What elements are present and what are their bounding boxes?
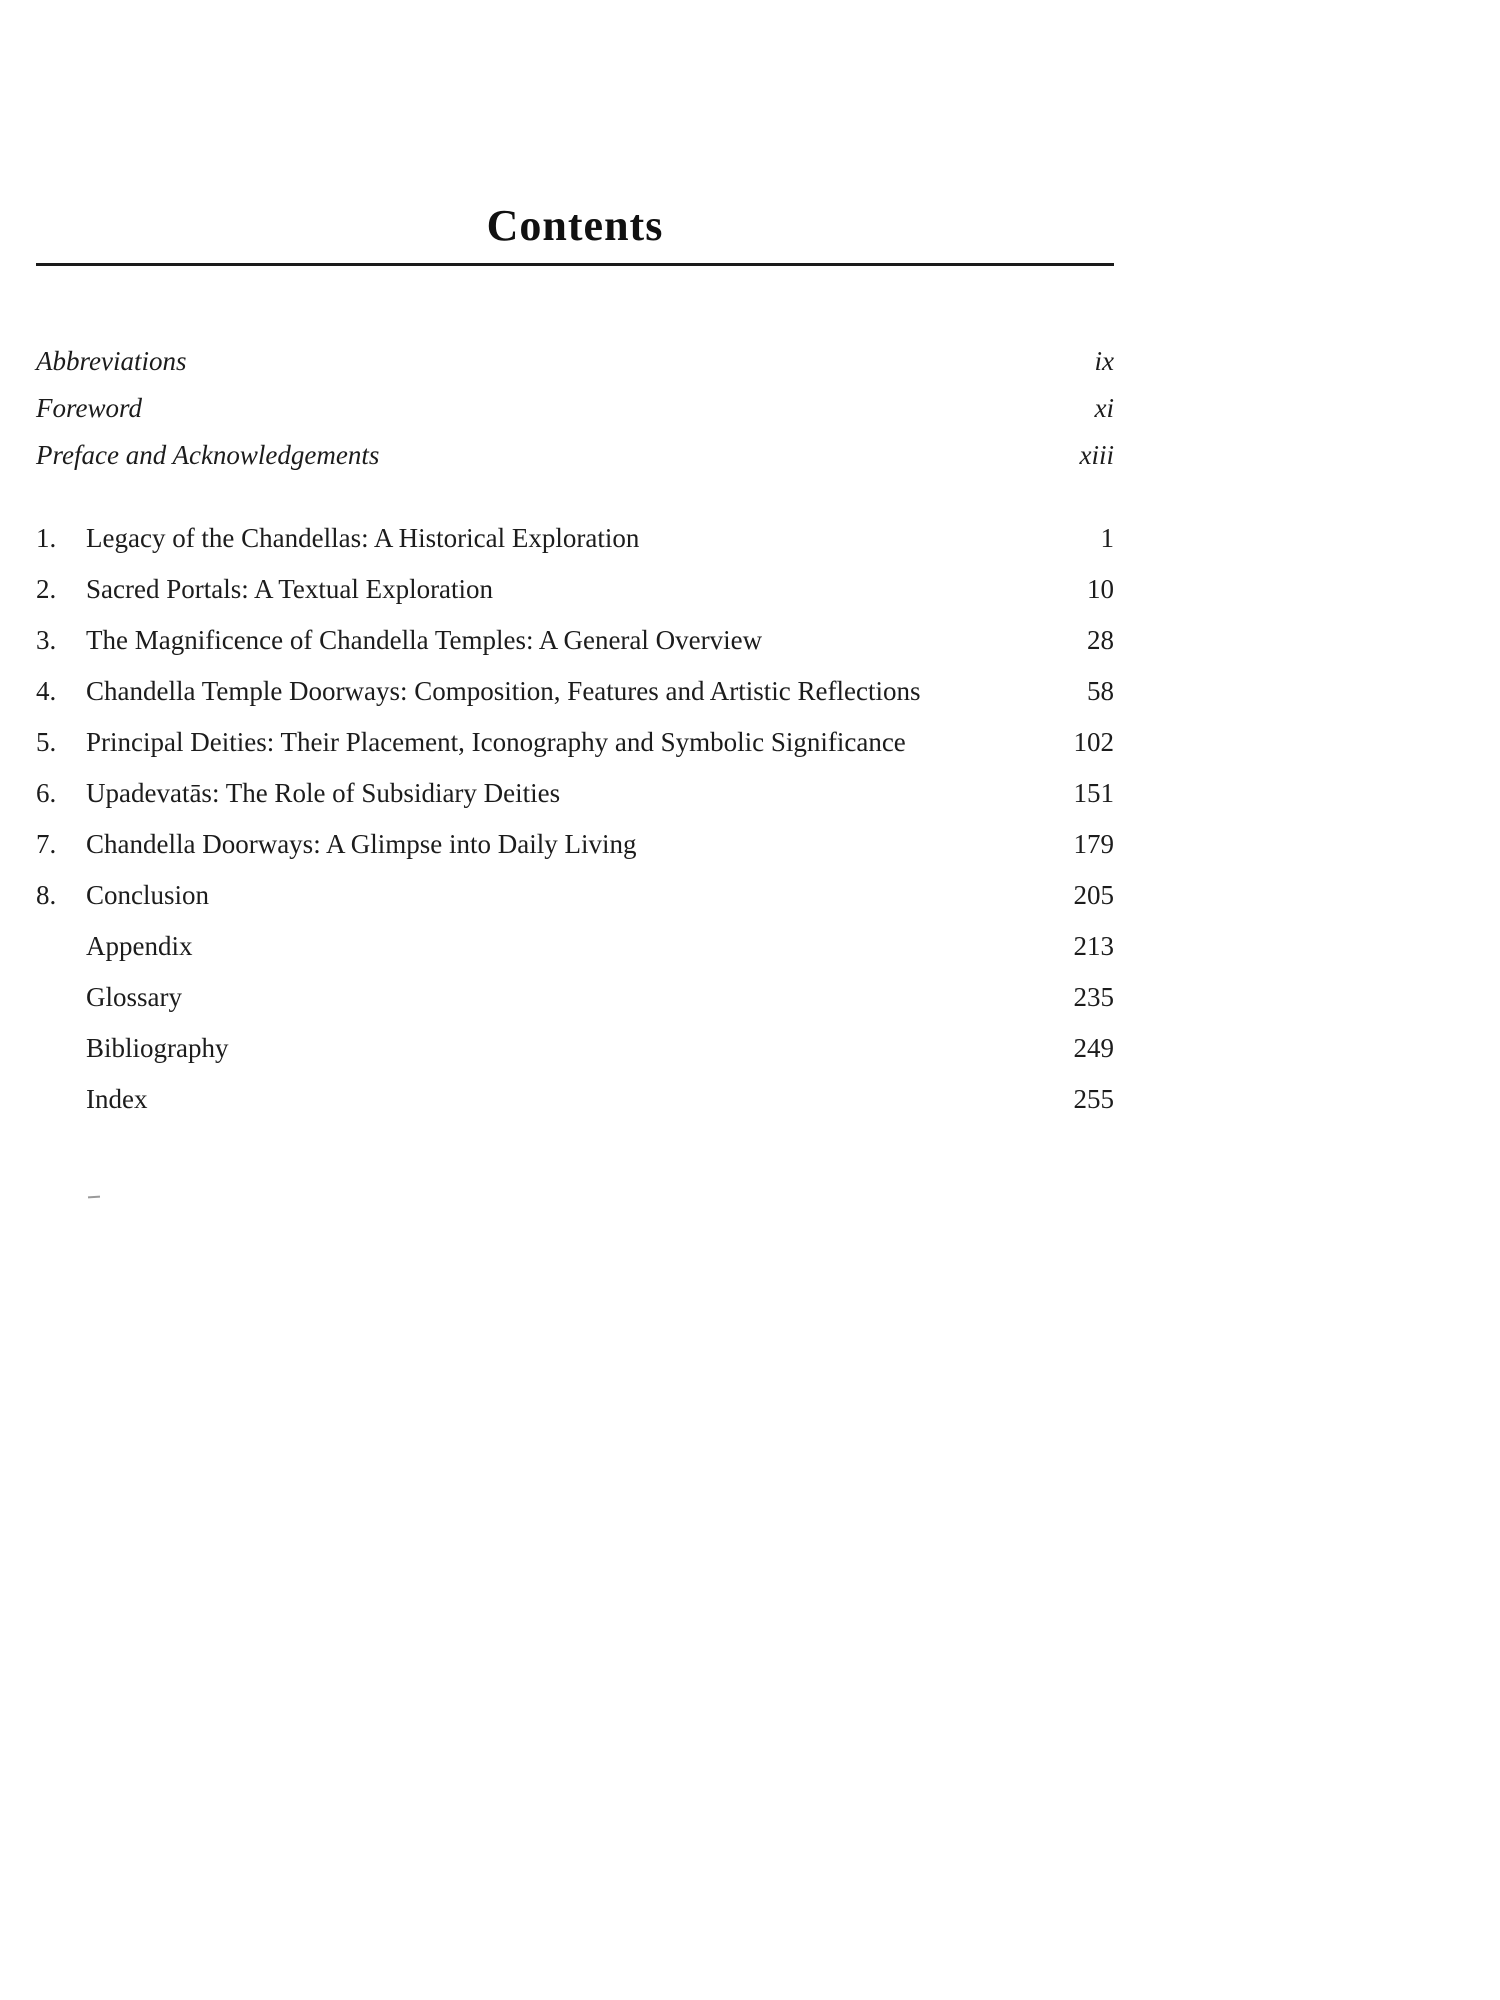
page-number: 28 xyxy=(1087,625,1114,655)
chapter-list xyxy=(36,525,1114,1113)
page-number: 249 xyxy=(1073,1033,1114,1063)
page-number: 151 xyxy=(1073,778,1114,808)
back-matter-label: Glossary xyxy=(86,982,182,1012)
page-number: 255 xyxy=(1073,1084,1114,1114)
chapter-number: 6. xyxy=(36,778,57,808)
chapter-title: Conclusion xyxy=(86,880,210,910)
chapter-number: 7. xyxy=(36,829,57,859)
front-matter-row xyxy=(36,348,1114,375)
page-number: 213 xyxy=(1073,931,1114,961)
chapter-title: Upadevatās: The Role of Subsidiary Deities xyxy=(86,778,561,808)
front-matter-label: Foreword xyxy=(36,393,142,423)
chapter-row xyxy=(36,729,1114,756)
chapter-title: Sacred Portals: A Textual Exploration xyxy=(86,574,494,604)
toc-body xyxy=(36,348,1114,1113)
chapter-row xyxy=(36,882,1114,909)
chapter-number: 8. xyxy=(36,880,57,910)
chapter-row xyxy=(36,831,1114,858)
chapter-row xyxy=(36,576,1114,603)
chapter-row xyxy=(36,780,1114,807)
chapter-number: 1. xyxy=(36,523,57,553)
chapter-row xyxy=(36,627,1114,654)
chapter-title: Chandella Temple Doorways: Composition, Features and Artistic Reflections xyxy=(86,676,921,706)
back-matter-row xyxy=(36,933,1114,960)
chapter-title: Chandella Doorways: A Glimpse into Daily Living xyxy=(86,829,637,859)
toc-page xyxy=(36,0,1114,1137)
stray-mark xyxy=(88,1196,100,1199)
page-number: 10 xyxy=(1087,574,1114,604)
back-matter-label: Bibliography xyxy=(86,1033,229,1063)
page-number: 102 xyxy=(1073,727,1114,757)
page-number: 1 xyxy=(1100,523,1114,553)
page-number: xi xyxy=(1094,393,1114,423)
chapter-row xyxy=(36,525,1114,552)
chapter-number: 5. xyxy=(36,727,57,757)
chapter-title: Principal Deities: Their Placement, Iconography and Symbolic Significance xyxy=(86,727,906,757)
front-matter-row xyxy=(36,395,1114,422)
chapter-number: 3. xyxy=(36,625,57,655)
chapter-title: The Magnificence of Chandella Temples: A General Overview xyxy=(86,625,763,655)
front-matter-label: Preface and Acknowledgements xyxy=(36,440,380,470)
chapter-number: 2. xyxy=(36,574,57,604)
front-matter-row xyxy=(36,442,1114,469)
back-matter-row xyxy=(36,984,1114,1011)
front-matter-label: Abbreviations xyxy=(36,346,187,376)
chapter-title: Legacy of the Chandellas: A Historical Exploration xyxy=(86,523,640,553)
page-title: Contents xyxy=(486,201,664,250)
back-matter-row xyxy=(36,1086,1114,1113)
page-number: 58 xyxy=(1087,676,1114,706)
back-matter-label: Appendix xyxy=(86,931,193,961)
title-rule xyxy=(36,263,1114,266)
chapter-row xyxy=(36,678,1114,705)
page-number: 235 xyxy=(1073,982,1114,1012)
page-number: 179 xyxy=(1073,829,1114,859)
page-number: ix xyxy=(1094,346,1114,376)
page-number: xiii xyxy=(1079,440,1114,470)
chapter-number: 4. xyxy=(36,676,57,706)
back-matter-label: Index xyxy=(86,1084,148,1114)
back-matter-row xyxy=(36,1035,1114,1062)
page-number: 205 xyxy=(1073,880,1114,910)
